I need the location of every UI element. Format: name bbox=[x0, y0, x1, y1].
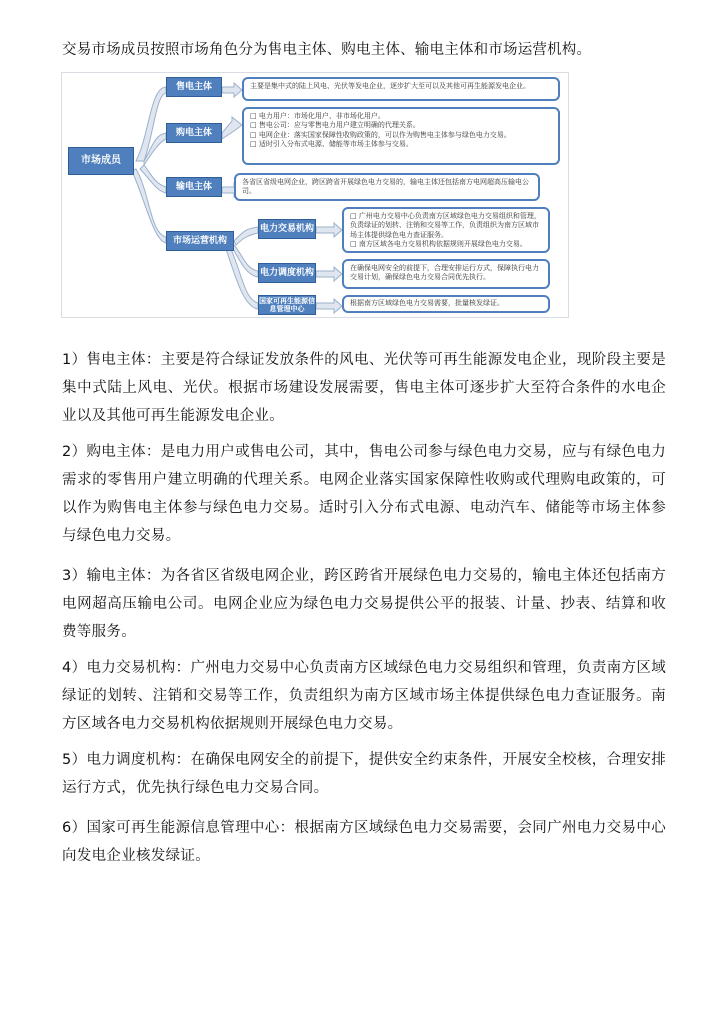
paragraph-4: 4）电力交易机构：广州电力交易中心负责南方区域绿色电力交易组织和管理，负责南方区域绿证的划转、注销和交易等工作，负责组织为南方区域市场主体提供绿色电力查证服务。南方区域各电力交易机构依据规则开展绿色电力交易。 bbox=[62, 660, 666, 732]
node-sell: 售电主体 bbox=[166, 77, 222, 97]
desc-transmission: 各省区省级电网企业，跨区跨省开展绿色电力交易的，输电主体还包括南方电网超高压输电公司。 bbox=[234, 173, 540, 201]
paragraph-3: 3）输电主体：为各省区省级电网企业，跨区跨省开展绿色电力交易的，输电主体还包括南方电网超高压输电公司。电网企业应为绿色电力交易提供公平的报装、计量、抄表、结算和收费等服务。 bbox=[62, 568, 666, 640]
connector-root-ops bbox=[132, 169, 166, 243]
node-buy: 购电主体 bbox=[166, 123, 222, 143]
root-node: 市场成员 bbox=[68, 147, 134, 175]
desc-renewable-info-center: 根据南方区域绿色电力交易需要，批量核发绿证。 bbox=[342, 295, 550, 313]
node-transmission: 输电主体 bbox=[166, 177, 222, 197]
paragraph-2: 2）购电主体：是电力用户或售电公司，其中，售电公司参与绿色电力交易，应与有绿色电力需求的零售用户建立明确的代理关系。电网企业落实国家保障性收购或代理购电政策的，可以作为购售电主体参与绿色电力交易。适时引入分布式电源、电动汽车、储能等市场主体参与绿色电力交易。 bbox=[62, 444, 666, 544]
intro-text: 交易市场成员按照市场角色分为售电主体、购电主体、输电主体和市场运营机构。 bbox=[62, 42, 592, 58]
paragraph-6: 6）国家可再生能源信息管理中心：根据南方区域绿色电力交易需要，会同广州电力交易中心向发电企业核发绿证。 bbox=[62, 820, 666, 864]
arrow-sell bbox=[222, 83, 242, 97]
desc-trading-center: □ 广州电力交易中心负责南方区域绿色电力交易组织和管理，负责绿证的划转、注销和交易等工作，负责组织为南方区域市场主体提供绿色电力查证服务。 □ 南方区域各电力交易机构依据规则开展绿色电力交易。 bbox=[342, 207, 550, 253]
node-dispatch-center: 电力调度机构 bbox=[258, 263, 316, 283]
arrow-dispatch bbox=[316, 267, 342, 281]
paragraph-1: 1）售电主体：主要是符合绿证发放条件的风电、光伏等可再生能源发电企业，现阶段主要是集中式陆上风电、光伏。根据市场建设发展需要，售电主体可逐步扩大至符合条件的水电企业以及其他可再生能源发电企业。 bbox=[62, 352, 666, 424]
node-trading-center: 电力交易机构 bbox=[258, 219, 316, 239]
arrow-trade bbox=[316, 223, 342, 237]
market-members-diagram bbox=[61, 72, 569, 318]
node-market-operator: 市场运营机构 bbox=[166, 231, 234, 251]
arrow-cert bbox=[316, 299, 342, 313]
desc-dispatch-center: 在确保电网安全的前提下，合理安排运行方式，保障执行电力交易计划，确保绿色电力交易合同优先执行。 bbox=[342, 259, 550, 289]
arrow-buy bbox=[222, 117, 242, 139]
desc-buy: □ 电力用户：市场化用户、非市场化用户。 □ 售电公司：应与零售电力用户建立明确的代理关系。 □ 电网企业：落实国家保障性收购政策的，可以作为购售电主体参与绿色电力交易。 □ 适时引入分布式电源、储能等市场主体参与交易。 bbox=[242, 107, 560, 165]
desc-sell: 主要是集中式的陆上风电、光伏等发电企业，逐步扩大至可以及其他可再生能源发电企业。 bbox=[242, 77, 560, 101]
node-renewable-info-center: 国家可再生能源信息管理中心 bbox=[259, 296, 315, 313]
connector-ops-trade bbox=[234, 227, 258, 245]
paragraph-5: 5）电力调度机构：在确保电网安全的前提下，提供安全约束条件，开展安全校核，合理安排运行方式，优先执行绿色电力交易合同。 bbox=[62, 752, 666, 796]
